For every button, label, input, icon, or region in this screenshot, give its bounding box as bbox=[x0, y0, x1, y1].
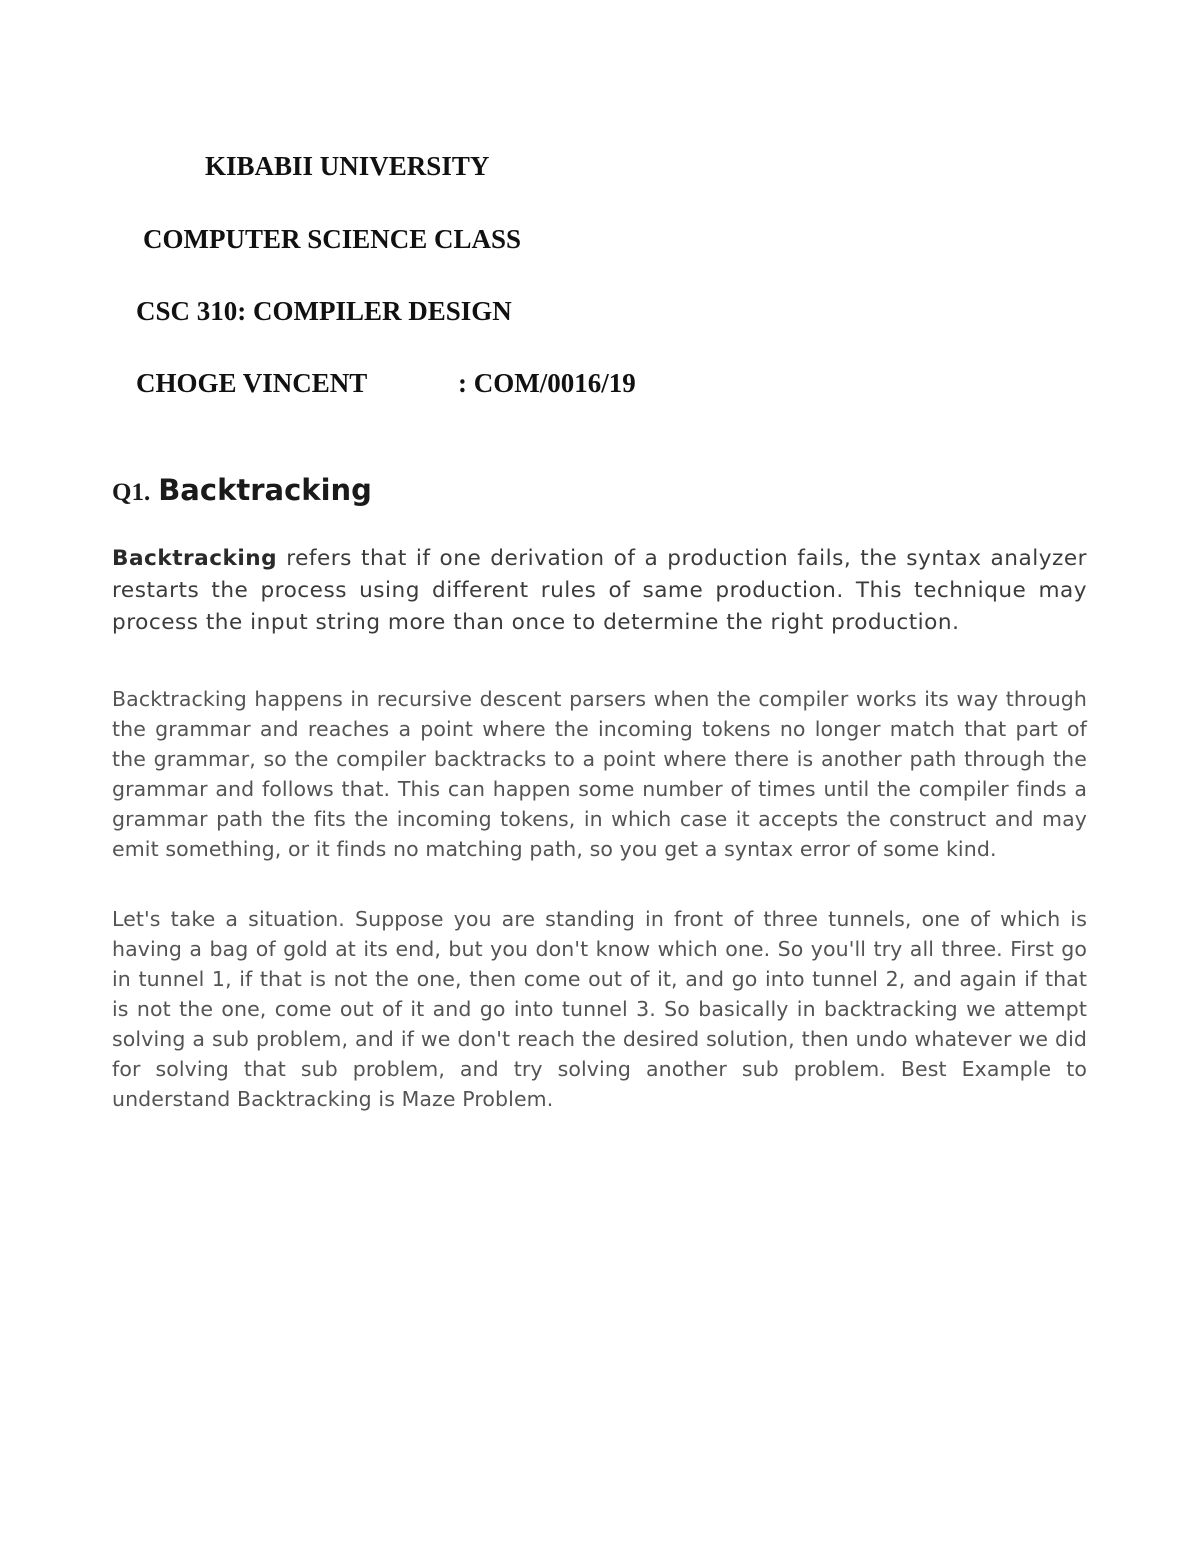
university-heading: KIBABII UNIVERSITY bbox=[205, 151, 490, 181]
class-heading: COMPUTER SCIENCE CLASS bbox=[143, 224, 522, 254]
question-number: Q1. bbox=[112, 479, 151, 506]
question-title: Backtracking bbox=[158, 473, 372, 507]
student-id: : COM/0016/19 bbox=[458, 368, 636, 398]
explanation-paragraph: Backtracking happens in recursive descent parsers when the compiler works its way through the grammar and reaches a point where the incoming tokens no longer match that part of the grammar, so the compiler backtracks to a point where there is another path through the grammar and follows that. This can happen some number of times until the compiler finds a grammar path the fits the incoming tokens, in which case it accepts the construct and may emit something, or it finds no matching path, so you get a syntax error of some kind. bbox=[112, 687, 1087, 861]
example-paragraph: Let's take a situation. Suppose you are standing in front of three tunnels, one of which is having a bag of gold at its end, but you don't know which one. So you'll try all three. First go in tunnel 1, if that is not the one, then come out of it, and go into tunnel 2, and again if that is not the one, come out of it and go into tunnel 3. So basically in backtracking we attempt solving a sub problem, and if we don't reach the desired solution, then undo whatever we did for solving that sub problem, and try solving another sub problem. Best Example to understand Backtracking is Maze Problem. bbox=[112, 907, 1087, 1111]
student-name: CHOGE VINCENT bbox=[136, 368, 368, 398]
course-heading: CSC 310: COMPILER DESIGN bbox=[136, 296, 512, 326]
definition-paragraph bbox=[112, 543, 1087, 639]
definition-term: Backtracking bbox=[112, 546, 278, 571]
question-heading bbox=[112, 473, 372, 507]
definition-text: refers that if one derivation of a production fails, the syntax analyzer restarts the process using different rules of same production. This technique may process the input string more than once to determine the right production. bbox=[112, 546, 1087, 635]
